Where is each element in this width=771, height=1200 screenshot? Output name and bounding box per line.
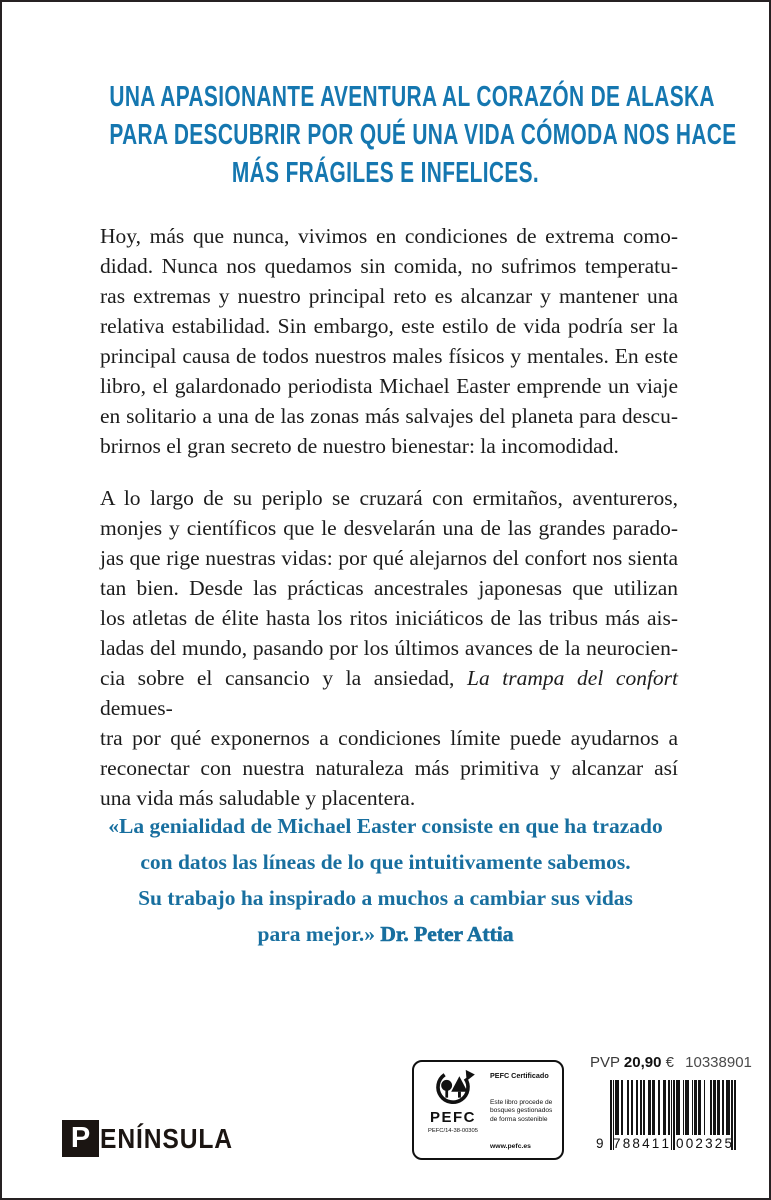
pefc-word: PEFC	[429, 1109, 476, 1126]
text-line: brirnos el gran secreto de nuestro bienestar: la incomodidad.	[100, 434, 619, 458]
synopsis-paragraph-2	[100, 483, 678, 813]
text-line: relativa estabilidad. Sin embargo, este estilo de vida podría ser la	[100, 314, 678, 338]
text-line: didad. Nunca nos quedamos sin comida, no sufrimos temperatu-	[100, 254, 678, 278]
text-line: en solitario a una de las zonas más salvajes del planeta para descu-	[100, 404, 678, 428]
publisher-name: ENÍNSULA	[100, 1122, 233, 1154]
text-line: A lo largo de su periplo se cruzará con ermitaños, aventureros,	[100, 486, 678, 510]
price-line	[590, 1054, 752, 1071]
text-line: Su trabajo ha inspirado a muchos a cambiar sus vidas	[138, 886, 633, 910]
text-line: libro, el galardonado periodista Michael Easter emprende un viaje	[100, 374, 678, 398]
publisher-initial: P	[70, 1122, 91, 1154]
price-currency: €	[665, 1054, 674, 1071]
text-line: ras extremas y nuestro principal reto es alcanzar y mantener una	[100, 284, 678, 308]
pefc-url: www.pefc.es	[490, 1143, 531, 1150]
text-line: ladas del mundo, pasando por los últimos avances de la neurocien-	[100, 636, 678, 660]
text-line: cia sobre el cansancio y la ansiedad, La trampa del confort demues-	[100, 666, 679, 720]
publisher-logo	[62, 1120, 251, 1157]
text-line: con datos las líneas de lo que intuitivamente sabemos.	[140, 850, 631, 874]
text-line: una vida más saludable y placentera.	[100, 786, 416, 810]
endorsement-quote	[82, 808, 689, 952]
barcode-digit-group-1: 7 8 8 4 1 1	[613, 1136, 669, 1151]
cover-headline	[2, 78, 769, 192]
text-line: los atletas de élite hasta los ritos iniciáticos de las tribus más ais-	[100, 606, 678, 630]
pefc-description: Este libro procede de bosques gestionados de forma sostenible	[490, 1098, 553, 1123]
price-reference-number: 10338901	[685, 1054, 752, 1071]
publisher-logo-mark	[62, 1120, 99, 1157]
text-line: para mejor.» Dr. Peter Attia	[257, 922, 514, 946]
pefc-certified-label: PEFC Certificado	[490, 1071, 549, 1080]
pefc-left-column	[421, 1069, 485, 1153]
text-line: Hoy, más que nunca, vivimos en condiciones de extrema como-	[100, 224, 678, 248]
pefc-license-code: PEFC/14-38-00305	[428, 1128, 478, 1134]
pefc-right-column	[490, 1069, 555, 1153]
text-line: reconectar con nuestra naturaleza más primitiva y alcanzar así	[100, 756, 678, 780]
synopsis-paragraph-1	[100, 221, 678, 461]
text-line: monjes y científicos que le desvelarán una de las grandes parado-	[100, 516, 678, 540]
pefc-trees-icon	[431, 1069, 475, 1109]
isbn-barcode	[596, 1080, 738, 1168]
text-line: tra por qué exponernos a condiciones límite puede ayudarnos a	[100, 726, 678, 750]
text-line: «La genialidad de Michael Easter consiste en que ha trazado	[108, 814, 663, 838]
text-line: jas que rige nuestras vidas: por qué alejarnos del confort nos sienta	[100, 546, 678, 570]
pefc-certification-box	[412, 1060, 564, 1160]
text-line: principal causa de todos nuestros males físicos y mentales. En este	[100, 344, 678, 368]
text-line: UNA APASIONANTE AVENTURA AL CORAZÓN DE ALASKA	[109, 81, 715, 113]
price-amount: 20,90	[623, 1054, 662, 1071]
barcode-lead-digit: 9	[596, 1136, 604, 1151]
text-line: tan bien. Desde las prácticas ancestrales japonesas que utilizan	[100, 576, 678, 600]
barcode-digit-group-2: 0 0 2 3 2 5	[676, 1136, 732, 1151]
price-label: PVP	[590, 1054, 620, 1071]
text-line: MÁS FRÁGILES E INFELICES.	[231, 157, 540, 189]
text-line: PARA DESCUBRIR POR QUÉ UNA VIDA CÓMODA NOS HACE	[109, 119, 737, 151]
